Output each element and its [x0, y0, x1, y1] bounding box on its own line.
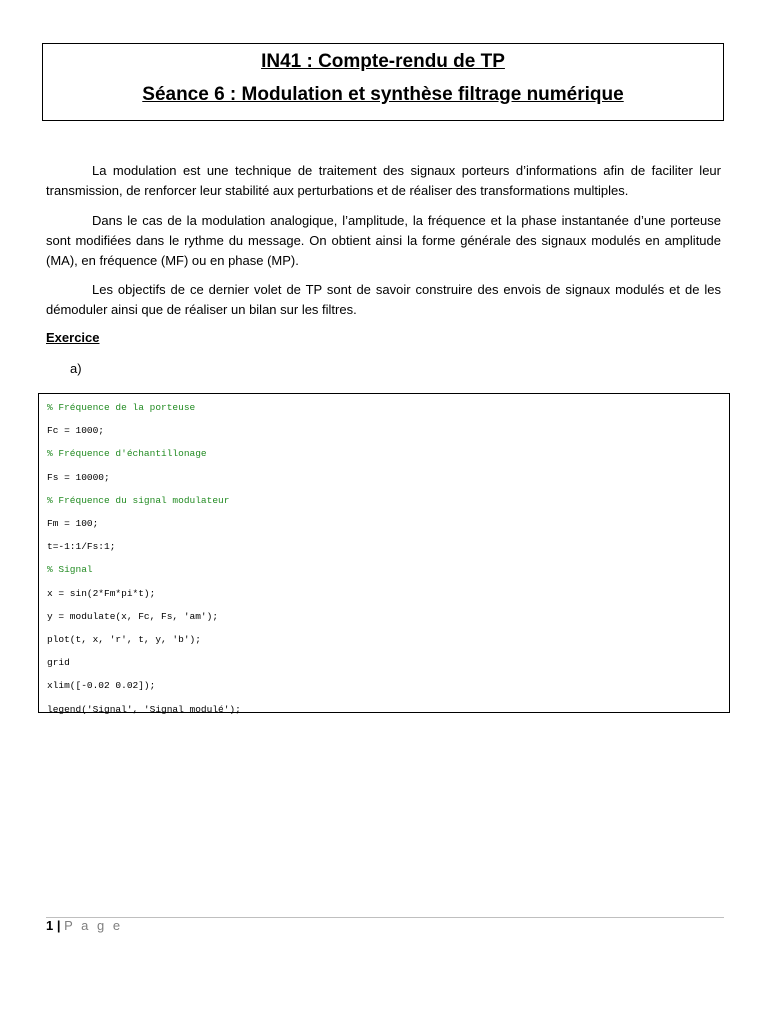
exercise-label: a): [70, 361, 82, 376]
page-label: P a g e: [64, 918, 123, 933]
code-comment: % Fréquence de la porteuse: [47, 402, 196, 413]
page-footer: [46, 918, 123, 933]
title-box: [42, 43, 724, 121]
code-line: x = sin(2*Fm*pi*t);: [47, 587, 156, 599]
code-line: plot(t, x, 'r', t, y, 'b');: [47, 634, 201, 646]
code-comment: % Fréquence d'échantillonage: [47, 448, 207, 460]
code-block: [38, 393, 730, 713]
document-title: IN41 : Compte-rendu de TP: [261, 51, 505, 72]
code-line: Fm = 100;: [47, 518, 99, 530]
paragraph: Dans le cas de la modulation analogique, l’amplitude, la fréquence et la phase instantanée d’une porteuse sont modifiées dans le rythme du message. On obtient ainsi la forme générale des signaux modulés en amplitude (MA), en fréquence (MF) ou en phase (MP).: [46, 213, 721, 268]
paragraph-objectives: [46, 280, 721, 320]
code-line: t=-1:1/Fs:1;: [47, 541, 116, 553]
code-comment: % Fréquence du signal modulateur: [47, 494, 230, 506]
paragraph: Les objectifs de ce dernier volet de TP sont de savoir construire des envois de signaux modulés et de les démoduler ainsi que de réaliser un bilan sur les filtres.: [46, 282, 721, 317]
code-line: xlim([-0.02 0.02]);: [47, 680, 156, 692]
footer-separator: |: [56, 918, 61, 933]
paragraph: La modulation est une technique de traitement des signaux porteurs d’informations afin de faciliter leur transmission, de renforcer leur stabilité aux perturbations et de réaliser des transformations multiples.: [46, 163, 721, 198]
code-line: Fc = 1000;: [47, 425, 105, 437]
code-line: y = modulate(x, Fc, Fs, 'am');: [47, 610, 219, 622]
code-line: grid: [47, 657, 70, 669]
code-line: legend('Signal', 'Signal modulé');: [47, 703, 241, 715]
paragraph-analog: [46, 211, 721, 271]
exercise-heading: Exercice: [46, 330, 100, 345]
page-number: 1: [46, 918, 54, 933]
code-comment: % Signal: [47, 564, 93, 576]
code-line: Fs = 10000;: [47, 471, 110, 483]
document-subtitle: Séance 6 : Modulation et synthèse filtrage numérique: [142, 84, 624, 105]
paragraph-intro: [46, 161, 721, 201]
footer-divider: [46, 917, 724, 918]
